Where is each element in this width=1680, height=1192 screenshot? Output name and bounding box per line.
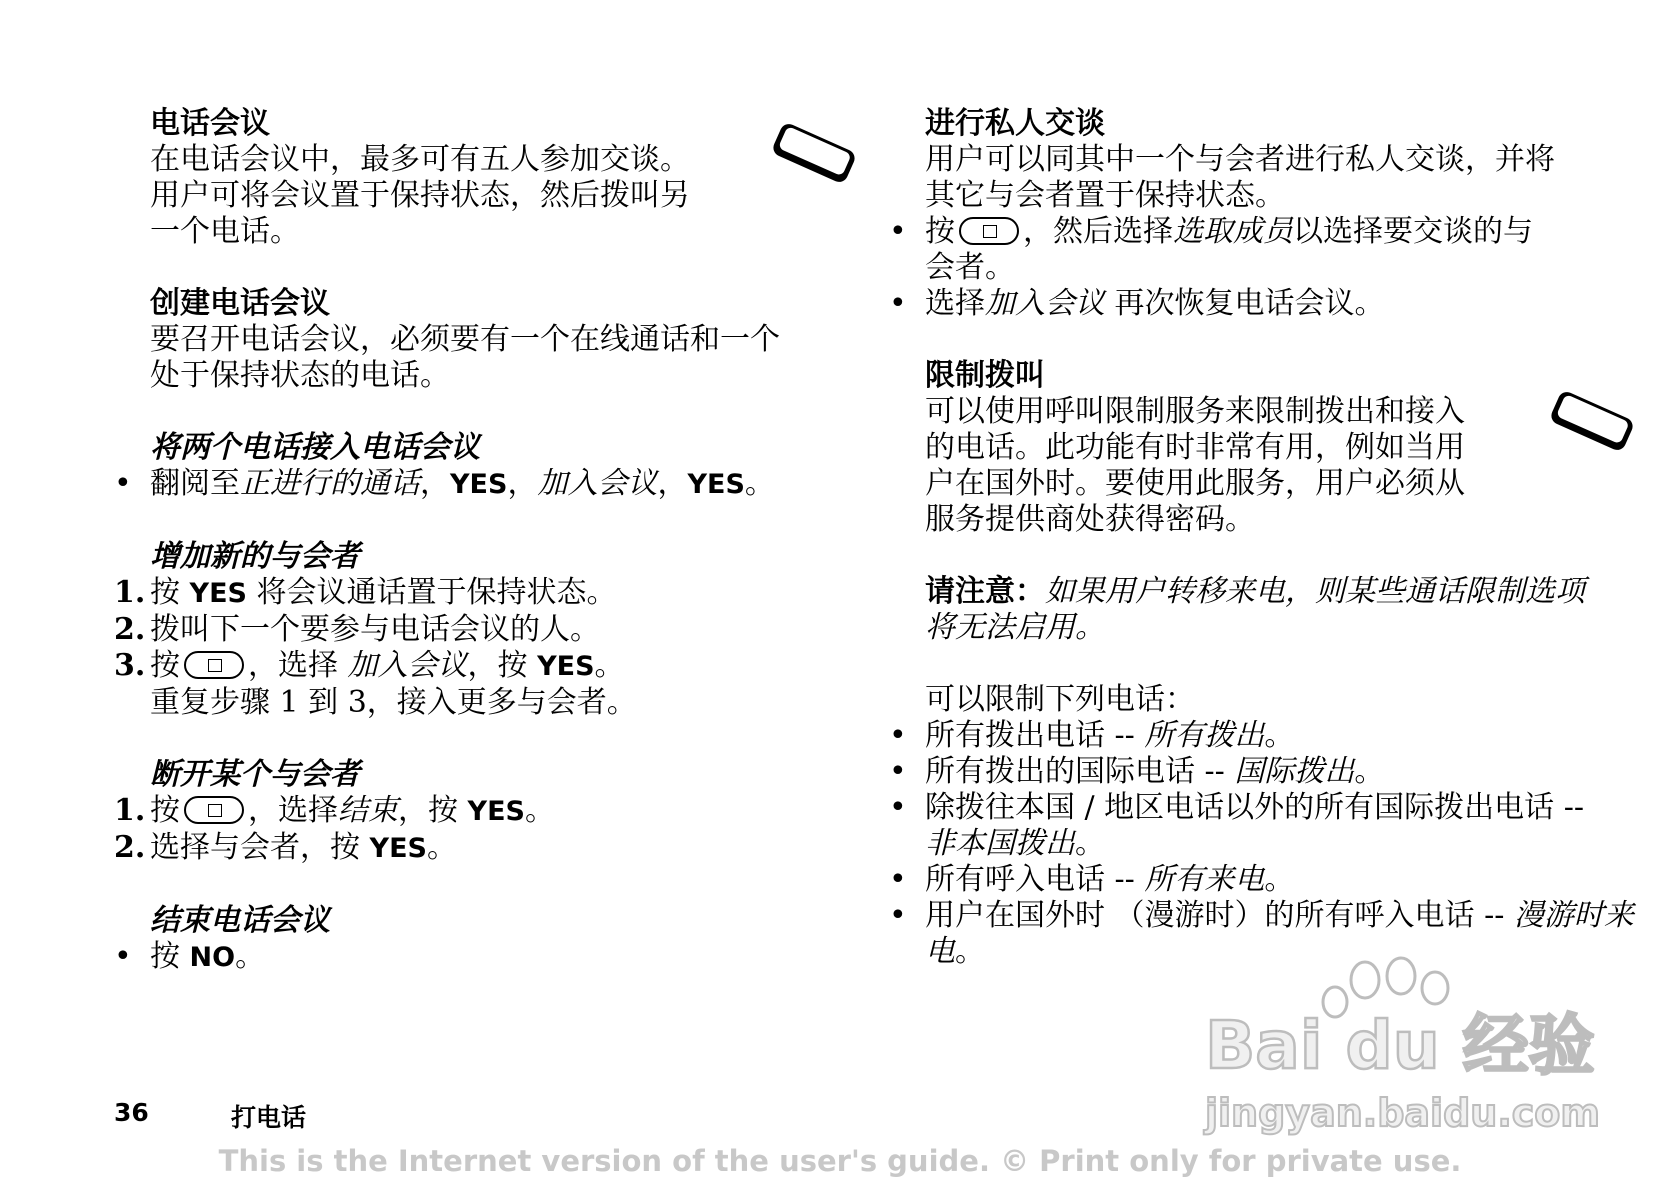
note-text: 如果用户转移来电，则某些通话限制选项: [1045, 574, 1585, 609]
text: 所有拨出的国际电话 --: [925, 754, 1235, 789]
body-text: 在电话会议中，最多可有五人参加交谈。: [150, 142, 690, 177]
subsection-heading: 断开某个与会者: [150, 757, 360, 792]
numbered-step: [114, 648, 840, 685]
bullet: •: [889, 790, 907, 825]
text: 。: [1354, 754, 1385, 789]
disclaimer-text: This is the Internet version of the user's guide. © Print only for private use.: [218, 1144, 1462, 1178]
numbered-step: [114, 830, 840, 867]
right-column: [889, 106, 1637, 1006]
list-item: [114, 466, 840, 503]
page-number: 36: [114, 1098, 149, 1127]
disconnect-participant-section: [114, 757, 840, 867]
watermark-brand: Bai du 经验: [1205, 1007, 1595, 1084]
section-heading: 限制拨叫: [925, 358, 1045, 393]
body-text: 可以限制下列电话：: [925, 682, 1195, 717]
body-text: 用户可以同其中一个与会者进行私人交谈，并将: [925, 142, 1555, 177]
text: 。: [955, 934, 985, 969]
yes-key-label: YES: [189, 578, 247, 609]
menu-path-text: 所有拨出: [1144, 718, 1265, 753]
yes-key-label: YES: [537, 651, 595, 682]
text: 选择: [925, 286, 985, 321]
text: 翻阅至: [150, 466, 240, 501]
text: ，: [507, 466, 538, 501]
body-text: 用户可将会议置于保持状态，然后拨叫另: [150, 178, 690, 213]
text: ，: [420, 466, 450, 501]
join-calls-section: [114, 430, 840, 503]
list-item: [889, 214, 1637, 286]
body-text: 服务提供商处获得密码。: [925, 502, 1255, 537]
text: 。: [1264, 718, 1295, 753]
call-barring-section: [925, 358, 1637, 538]
text: 选择与会者，按: [150, 830, 370, 865]
text: 所有呼入电话 --: [925, 862, 1145, 897]
numbered-step: [114, 612, 840, 648]
step-number: 3.: [114, 648, 146, 683]
text: 。: [1075, 826, 1105, 861]
step-number: 1.: [114, 575, 146, 610]
section-heading: 电话会议: [150, 106, 270, 141]
menu-path-text: 加入会议: [537, 466, 658, 501]
text: ，按: [467, 648, 538, 683]
menu-path-text: 结束: [338, 793, 398, 828]
menu-key-icon: [184, 796, 244, 824]
bullet: •: [889, 862, 907, 897]
no-key-label: NO: [189, 942, 236, 973]
list-item: [114, 939, 840, 976]
yes-key-label: YES: [450, 469, 508, 500]
bullet: •: [114, 466, 132, 501]
yes-key-label: YES: [687, 469, 745, 500]
text: 。: [427, 830, 457, 865]
menu-path-text: 正进行的通话: [240, 466, 420, 501]
list-item: [889, 790, 1637, 862]
text: ，选择: [248, 793, 338, 828]
menu-key-icon: [184, 651, 244, 679]
list-item: [889, 718, 1637, 754]
list-item: [889, 286, 1637, 322]
text: 再次恢复电话会议。: [1105, 286, 1385, 321]
menu-path-text: 所有来电: [1144, 862, 1265, 897]
text: 按: [150, 575, 190, 610]
list-item: [889, 754, 1637, 790]
conference-section: [150, 106, 840, 250]
section-heading: 进行私人交谈: [925, 106, 1105, 141]
bullet: •: [889, 718, 907, 753]
bullet: •: [889, 898, 907, 933]
text: 用户在国外时 （漫游时）的所有呼入电话 --: [925, 898, 1514, 933]
menu-path-text: 国际拨出: [1234, 754, 1355, 789]
step-number: 2.: [114, 830, 146, 865]
create-conference-section: [150, 286, 840, 394]
body-text: 重复步骤 1 到 3，接入更多与会者。: [150, 685, 637, 720]
subsection-heading: 增加新的与会者: [150, 539, 360, 574]
text: 以选择要交谈的与: [1293, 214, 1533, 249]
add-participant-section: [114, 539, 840, 721]
text: 。: [744, 466, 775, 501]
text: 按: [150, 939, 190, 974]
chapter-title: 打电话: [231, 1103, 307, 1132]
watermark-url: jingyan.baidu.com: [1205, 1091, 1600, 1135]
text: 所有拨出电话 --: [925, 718, 1145, 753]
menu-path-text: 非本国拨出: [925, 826, 1075, 861]
text: 。: [235, 939, 266, 974]
private-talk-section: [889, 106, 1637, 322]
bullet: •: [889, 214, 907, 249]
text: 将会议通话置于保持状态。: [247, 575, 617, 610]
yes-key-label: YES: [467, 796, 525, 827]
body-text: 处于保持状态的电话。: [150, 358, 450, 393]
left-column: [114, 106, 840, 1012]
menu-key-icon: [959, 217, 1019, 245]
menu-path-text: 加入会议: [347, 648, 468, 683]
menu-path-text: 选取成员: [1173, 214, 1293, 249]
body-text: 一个电话。: [150, 214, 300, 249]
body-text: 户在国外时。要使用此服务，用户必须从: [925, 466, 1465, 501]
text: 。: [525, 793, 555, 828]
body-text: 其它与会者置于保持状态。: [925, 178, 1285, 213]
text: 。: [594, 648, 625, 683]
numbered-step: [114, 575, 840, 612]
note: [925, 574, 1637, 646]
bullet: •: [114, 939, 132, 974]
body-text: 的电话。此功能有时非常有用，例如当用: [925, 430, 1465, 465]
list-item: [889, 862, 1637, 898]
section-heading: 创建电话会议: [150, 286, 330, 321]
text: 拨叫下一个要参与电话会议的人。: [150, 612, 600, 647]
text: 除拨往本国 / 地区电话以外的所有国际拨出电话 --: [925, 790, 1584, 825]
yes-key-label: YES: [369, 833, 427, 864]
menu-path-text: 漫游时来电: [925, 898, 1634, 969]
step-number: 1.: [114, 793, 146, 828]
body-text: 要召开电话会议，必须要有一个在线通话和一个: [150, 322, 780, 357]
subsection-heading: 结束电话会议: [150, 903, 330, 938]
barring-options-list: [889, 682, 1637, 970]
text: 会者。: [925, 250, 1015, 285]
subsection-heading: 将两个电话接入电话会议: [150, 430, 480, 465]
text: 。: [1264, 862, 1295, 897]
note-text: 将无法启用。: [925, 610, 1105, 645]
text: ，按: [398, 793, 468, 828]
text: ，选择: [248, 648, 348, 683]
note-label: 请注意：: [925, 574, 1045, 609]
text: ，然后选择: [1023, 214, 1173, 249]
step-number: 2.: [114, 612, 146, 647]
text: 按: [925, 214, 955, 249]
menu-path-text: 加入会议: [985, 286, 1105, 321]
text: 按: [150, 648, 180, 683]
text: 按: [150, 793, 180, 828]
baidu-watermark: [1195, 950, 1615, 1150]
end-conference-section: [114, 903, 840, 976]
bullet: •: [889, 286, 907, 321]
bullet: •: [889, 754, 907, 789]
body-text: 可以使用呼叫限制服务来限制拨出和接入: [925, 394, 1465, 429]
text: ，: [657, 466, 688, 501]
numbered-step: [114, 793, 840, 830]
